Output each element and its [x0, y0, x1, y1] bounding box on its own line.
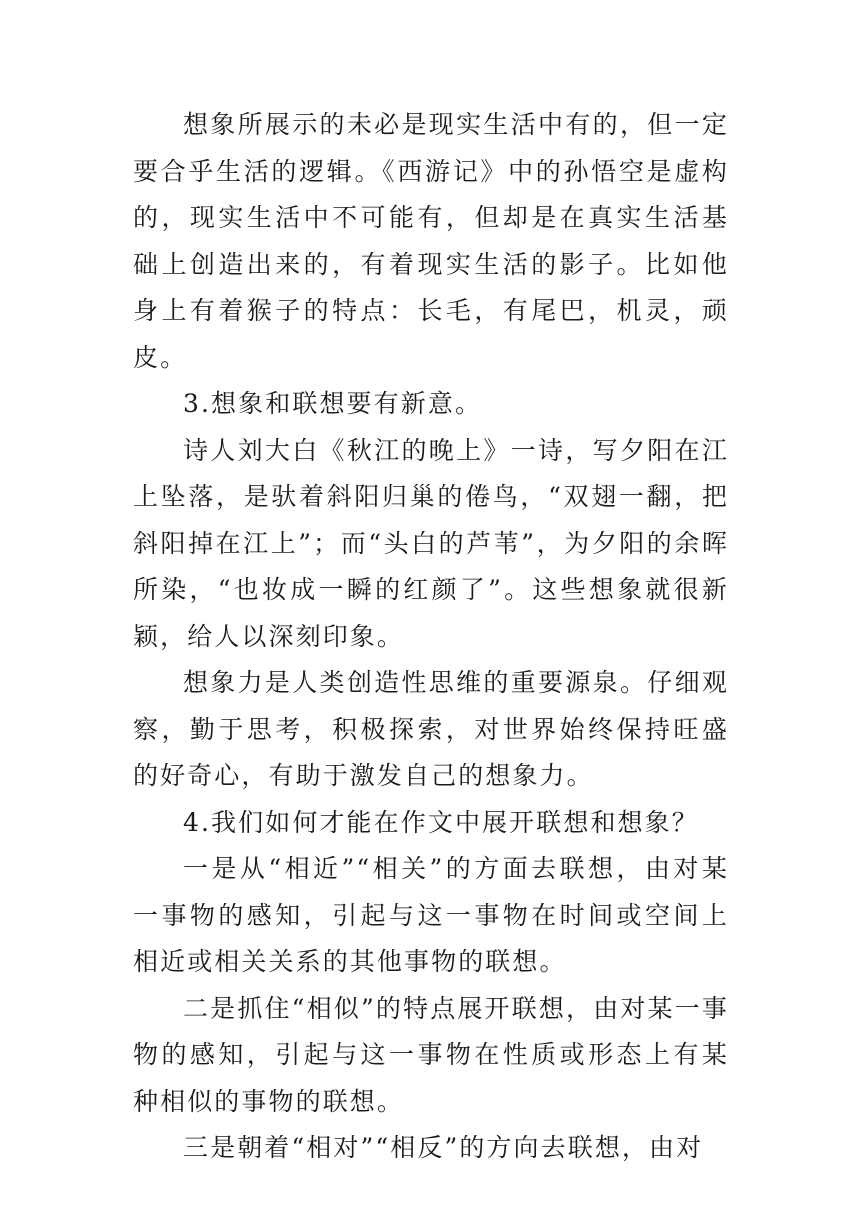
paragraph-method-one: 一是从“相近”“相关”的方面去联想，由对某一事物的感知，引起与这一事物在时间或空间上相近或相关关系的其他事物的联想。: [133, 854, 729, 976]
heading-point-3: 3.想象和联想要有新意。: [183, 389, 483, 418]
heading-point-4: 4.我们如何才能在作文中展开联想和想象？: [183, 807, 699, 837]
paragraph-liu-dabai-example: 诗人刘大白《秋江的晚上》一诗，写夕阳在江上坠落，是驮着斜阳归巢的倦鸟，“双翅一翻，把斜阳掉在江上”；而“头白的芦苇”，为夕阳的余晖所染，“也妆成一瞬的红颜了”。这些想象就很新颖，给人以深刻印象。: [133, 435, 729, 651]
paragraph-method-two: 二是抓住“相似”的特点展开联想，由对某一事物的感知，引起与这一事物在性质或形态上有某种相似的事物的联想。: [133, 993, 729, 1116]
document-page: [133, 102, 729, 1172]
paragraph-method-three: 三是朝着“相对”“相反”的方向去联想，由对: [183, 1133, 704, 1162]
paragraph-imagination-logic: 想象所展示的未必是现实生活中有的，但一定要合乎生活的逻辑。《西游记》中的孙悟空是虚构的，现实生活中不可能有，但却是在真实生活基础上创造出来的，有着现实生活的影子。比如他身上有着猴子的特点：长毛，有尾巴，机灵，顽皮。: [133, 110, 729, 372]
paragraph-imagination-source: 想象力是人类创造性思维的重要源泉。仔细观察，勤于思考，积极探索，对世界始终保持旺盛的好奇心，有助于激发自己的想象力。: [133, 668, 729, 790]
